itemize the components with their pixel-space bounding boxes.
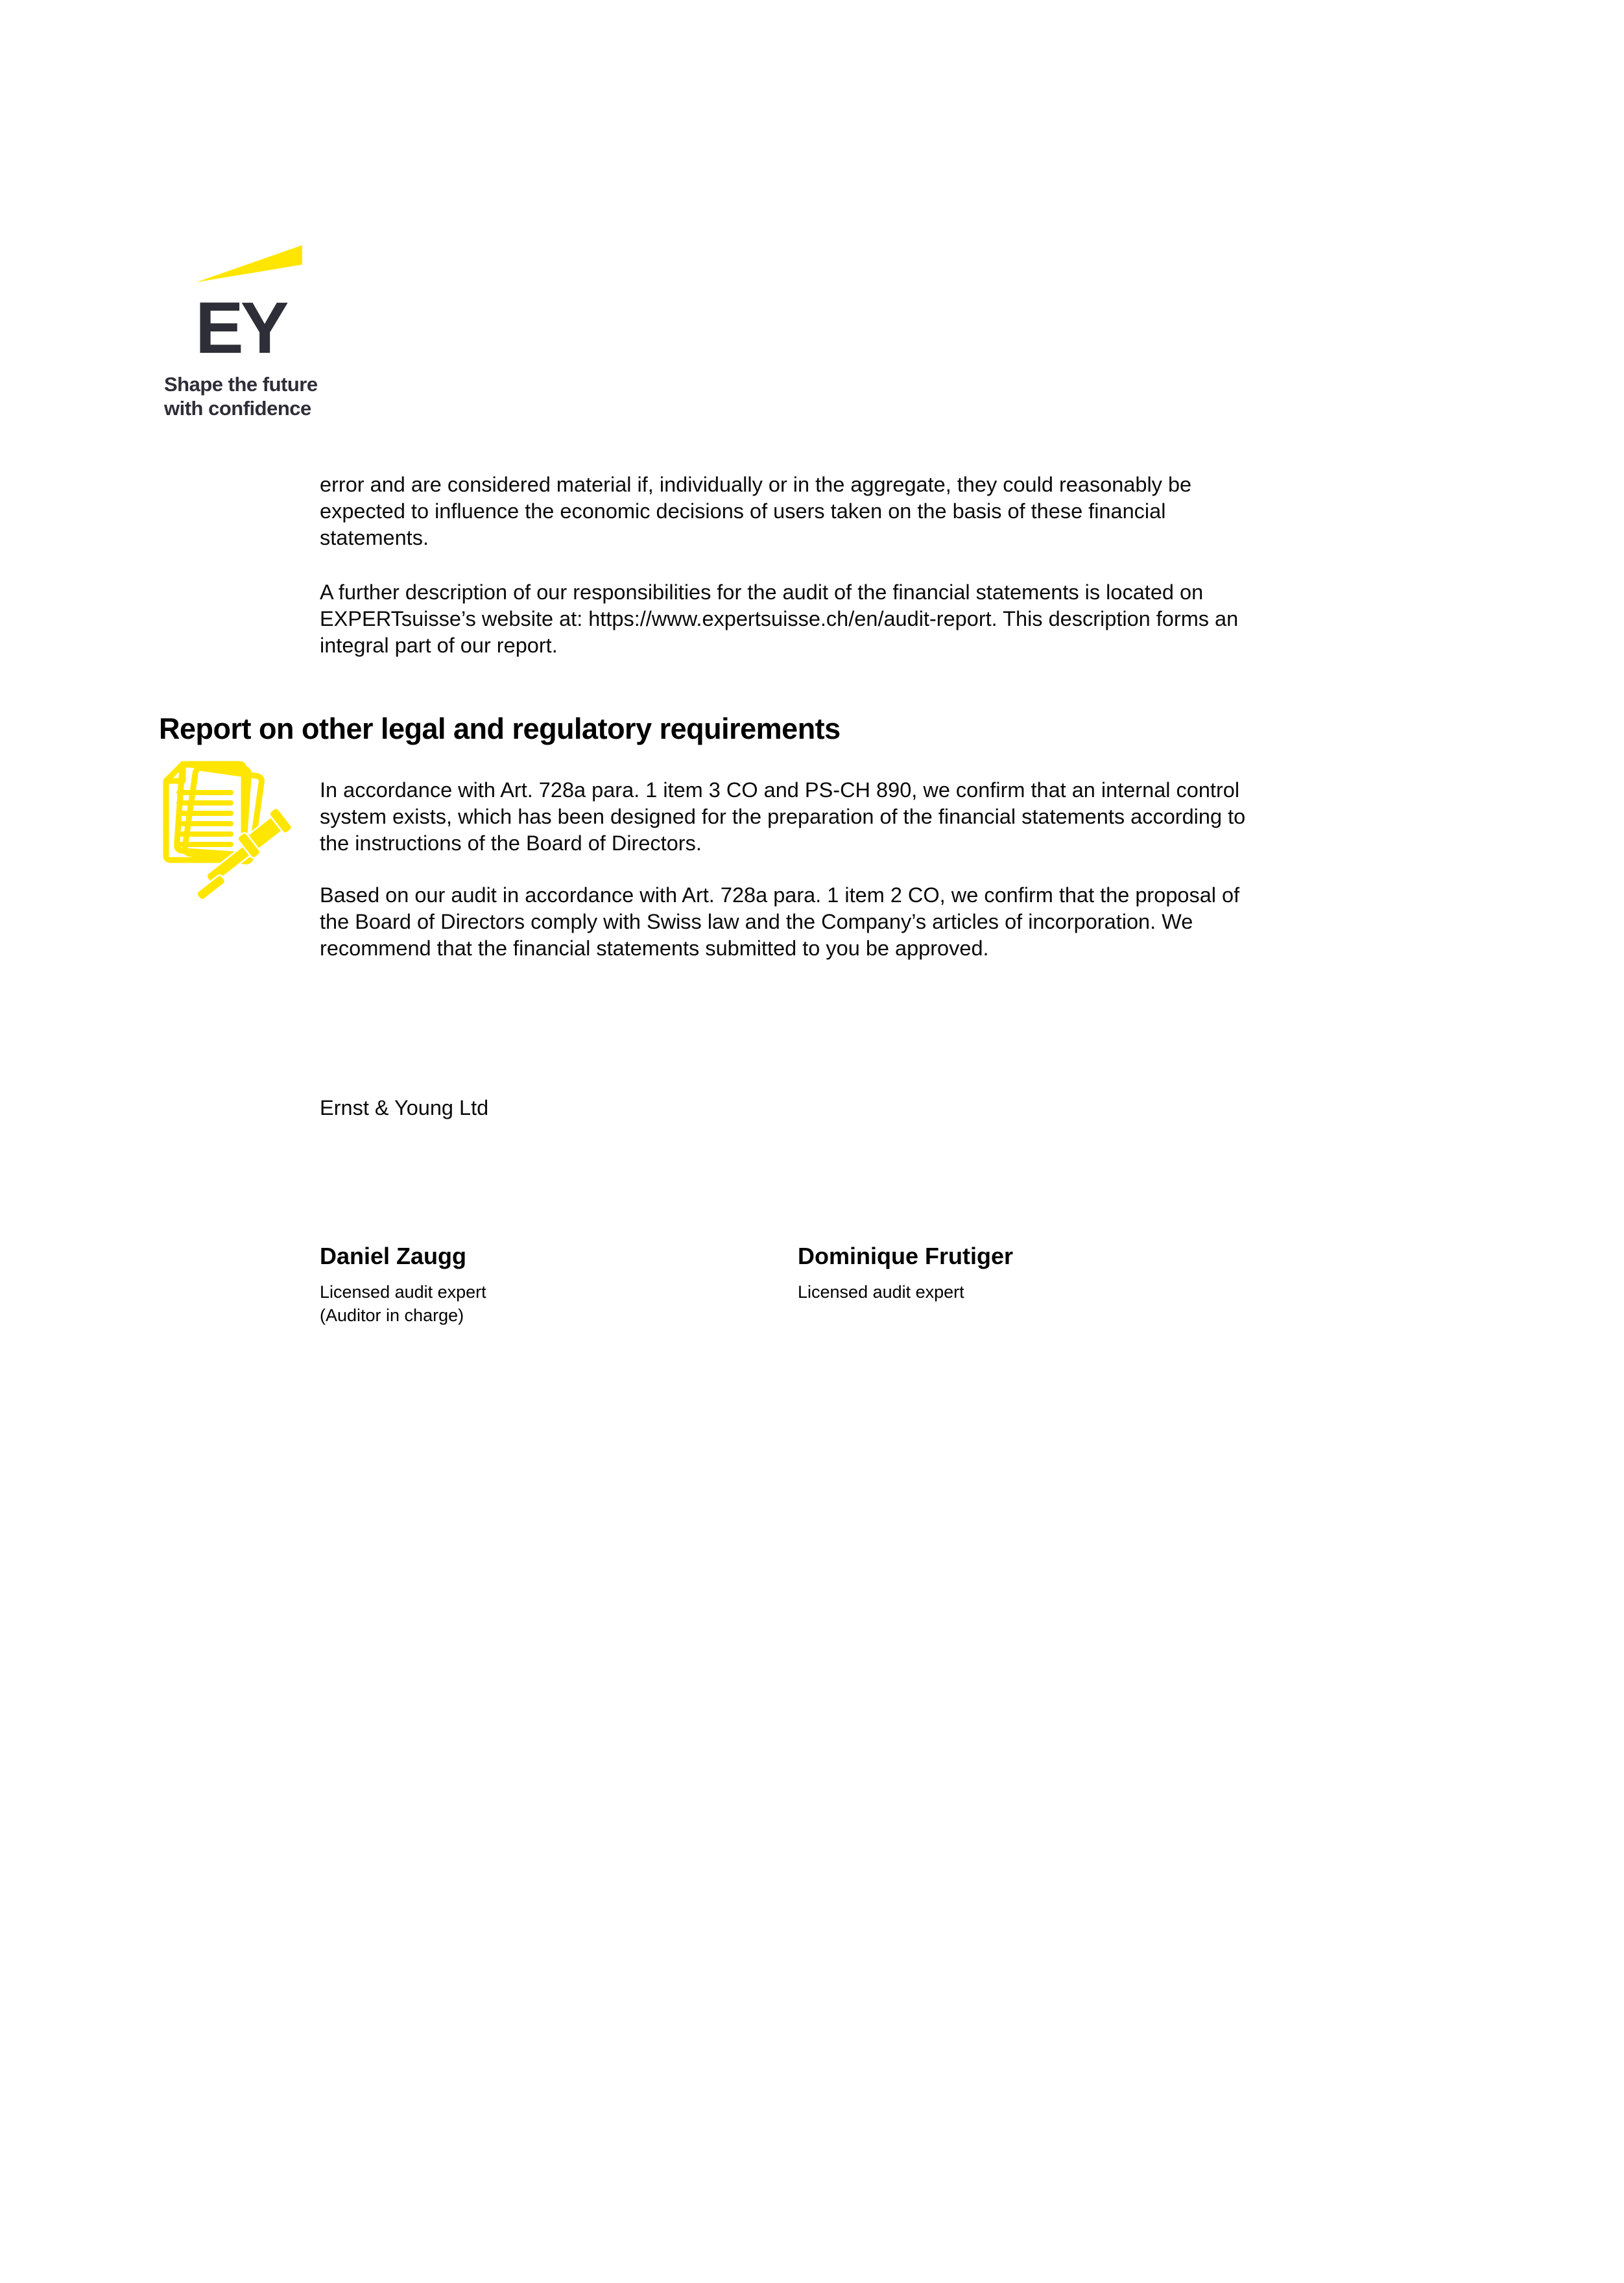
signature-block-auditor-2 [798,1243,1219,1304]
signer-name: Daniel Zaugg [320,1243,467,1269]
ey-logo-wordmark: EY [195,287,286,368]
ey-tagline-line1: Shape the future [164,373,318,396]
ey-tagline-line2: with confidence [164,397,311,420]
signer-name: Dominique Frutiger [798,1243,1013,1269]
ey-logo [164,245,372,420]
signer-role: Licensed audit expert [320,1282,486,1302]
paragraph-further-description: A further description of our responsibilities for the audit of the financial statements is located on EXPERTsuisse’s website at: https://www.expertsuisse.ch/en/audit-report. This description forms an integral part of our report. [320,580,1239,657]
paragraph-proposal-approval: Based on our audit in accordance with Art. 728a para. 1 item 2 CO, we confirm that the proposal of the Board of Directors comply with Swiss law and the Company’s articles of incorporation. We recommend that the financial statements submitted to you be approved. [320,883,1240,960]
section-heading: Report on other legal and regulatory requirements [159,712,841,745]
legal-documents-gavel-icon [149,760,305,903]
signer-note: (Auditor in charge) [320,1306,464,1325]
ey-logo-tagline [164,372,372,420]
firm-name: Ernst & Young Ltd [320,1096,489,1119]
ey-logo-beam-icon [197,245,303,283]
paragraph-internal-control: In accordance with Art. 728a para. 1 item 3 CO and PS-CH 890, we confirm that an internal control system exists, which has been designed for the preparation of the financial statements according to the instructions of the Board of Directors. [320,778,1246,855]
signature-block-auditor-1 [320,1243,741,1327]
signer-role: Licensed audit expert [798,1282,964,1302]
paragraph-material-misstatement: error and are considered material if, individually or in the aggregate, they could reasonably be expected to influence the economic decisions of users taken on the basis of these financial statements. [320,473,1192,549]
